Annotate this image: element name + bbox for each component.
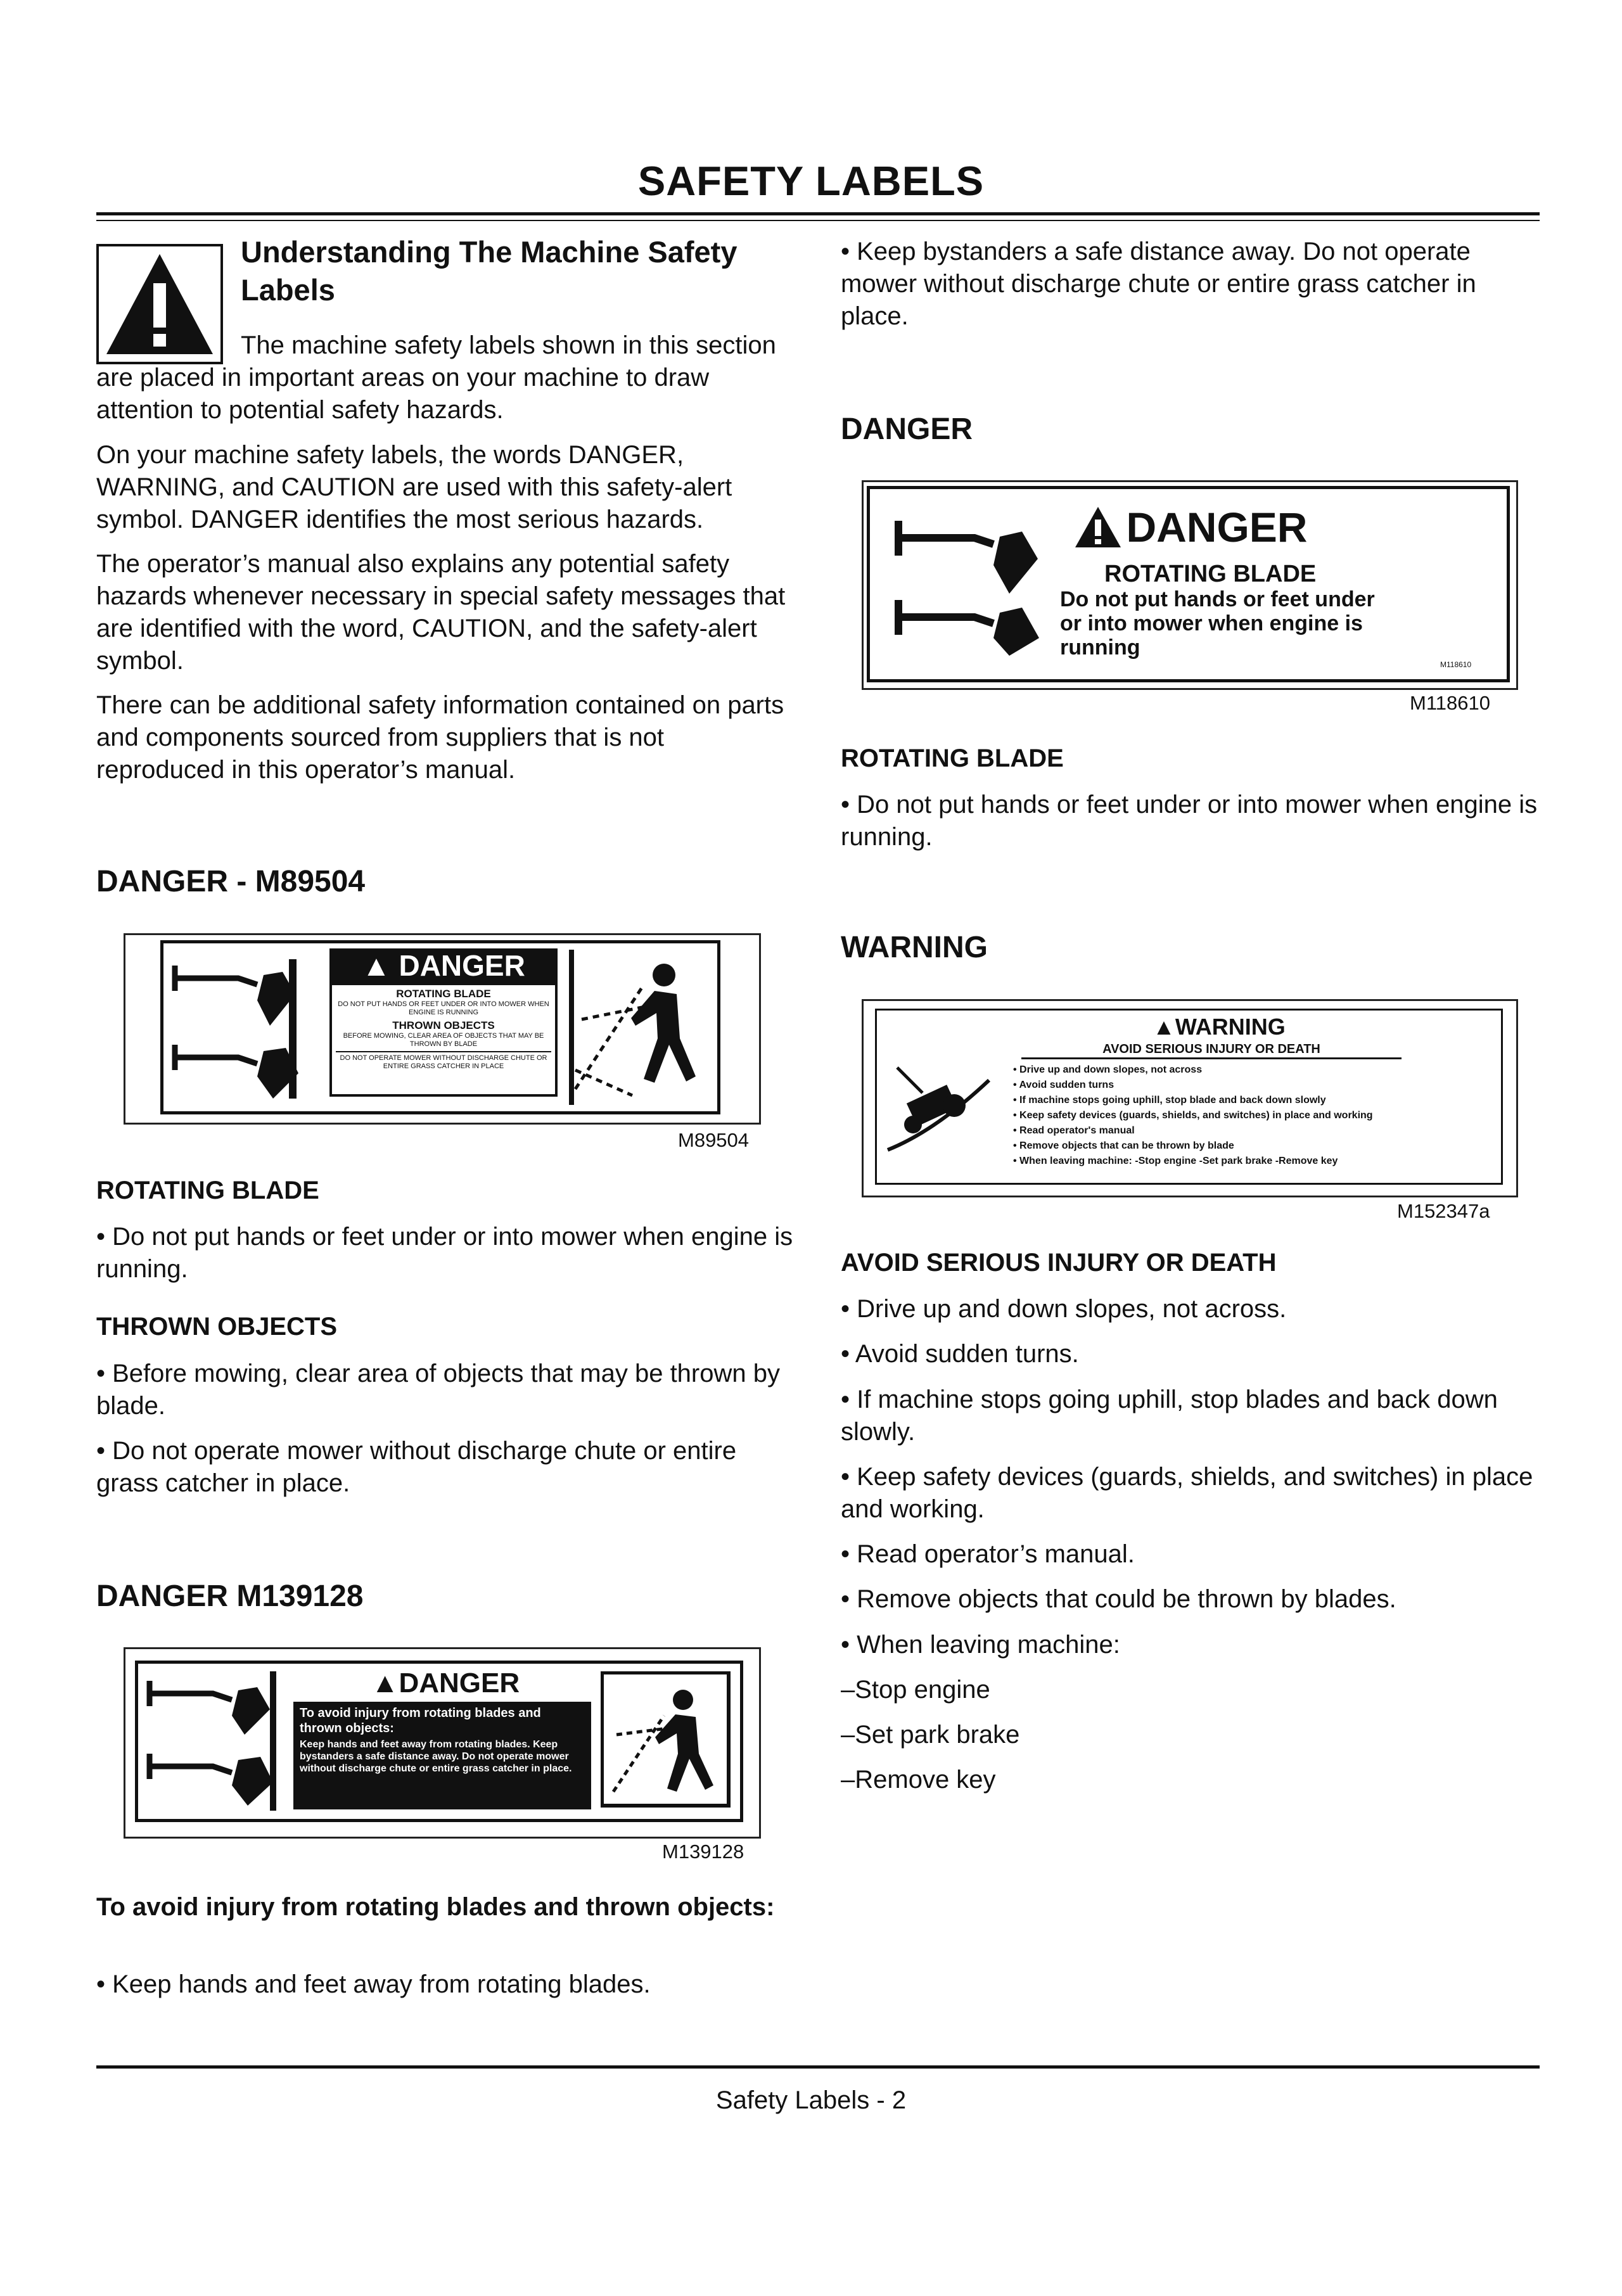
m152347a-decal-item: • If machine stops going uphill, stop blade and back down slowly xyxy=(1013,1095,1326,1106)
m139128-decal xyxy=(135,1661,743,1822)
m152347a-decal-list xyxy=(1013,1062,1495,1169)
page-title: SAFETY LABELS xyxy=(637,158,985,204)
m152347a-caption: M152347a xyxy=(1397,1200,1490,1222)
m139128-decal-title-text: DANGER xyxy=(399,1668,520,1699)
intro-paragraph-4: There can be additional safety information contained on parts and components sourced from suppliers that is not reproduced in this operator’s manual. xyxy=(96,691,784,784)
m89504-heading: DANGER - M89504 xyxy=(96,865,366,898)
m89504-label-image xyxy=(124,933,761,1125)
m139128-sub1-bullet-1: • Keep hands and feet away from rotating blades. xyxy=(96,1970,651,1998)
m118610-decal-partno: M118610 xyxy=(1440,660,1472,669)
m152347a-bullet: • Read operator’s manual. xyxy=(841,1540,1135,1568)
m118610-heading: DANGER xyxy=(841,412,973,446)
m89504-sub2: THROWN OBJECTS xyxy=(96,1313,337,1341)
m152347a-decal-item: • Remove objects that can be thrown by blade xyxy=(1013,1140,1234,1151)
m118610-decal xyxy=(867,486,1510,682)
m152347a-decal-subtitle: AVOID SERIOUS INJURY OR DEATH xyxy=(1021,1041,1402,1059)
m139128-caption: M139128 xyxy=(662,1840,744,1863)
m152347a-decal-item: • Avoid sudden turns xyxy=(1013,1080,1114,1090)
m152347a-bullet: • If machine stops going uphill, stop blades and back down slowly. xyxy=(841,1386,1498,1446)
m152347a-bullet: • Drive up and down slopes, not across. xyxy=(841,1295,1287,1323)
m139128-decal-line1: To avoid injury from rotating blades and thrown objects: xyxy=(300,1706,541,1735)
m152347a-bullet: –Remove key xyxy=(841,1766,996,1794)
m89504-decal-title: ▲ DANGER xyxy=(329,948,558,983)
m89504-decal-line3: THROWN OBJECTS xyxy=(392,1019,495,1031)
m139128-decal-textbox xyxy=(293,1702,591,1809)
right-top-bullet: • Keep bystanders a safe distance away. Do not operate mower without discharge chute or entire grass catcher in place. xyxy=(841,238,1476,330)
intro-paragraph-2: On your machine safety labels, the words DANGER, WARNING, and CAUTION are used with this safety-alert symbol. DANGER identifies the most serious hazards. xyxy=(96,441,732,533)
m139128-sub1: To avoid injury from rotating blades and thrown objects: xyxy=(96,1893,775,1921)
intro-paragraph-1: The machine safety labels shown in this section are placed in important areas on your machine to draw attention to potential safety hazards. xyxy=(96,331,776,424)
m89504-decal-line4: BEFORE MOWING, CLEAR AREA OF OBJECTS THAT MAY BE THROWN BY BLADE xyxy=(343,1032,544,1048)
m152347a-decal-title: ▲WARNING xyxy=(1153,1014,1286,1040)
m118610-caption: M118610 xyxy=(1410,692,1490,714)
m89504-decal-line2: DO NOT PUT HANDS OR FEET UNDER OR INTO MOWER WHEN ENGINE IS RUNNING xyxy=(338,1000,549,1016)
header-rule-thin xyxy=(96,220,1540,221)
m152347a-bullet: • When leaving machine: xyxy=(841,1631,1120,1659)
m118610-decal-line2: Do not put hands or feet under or into mower when engine is running xyxy=(1060,587,1375,660)
m152347a-sub1: AVOID SERIOUS INJURY OR DEATH xyxy=(841,1249,1277,1277)
header-rule xyxy=(96,212,1540,215)
m118610-decal-title-text: DANGER xyxy=(1126,504,1308,551)
m152347a-decal-item: • When leaving machine: -Stop engine -Set park brake -Remove key xyxy=(1013,1156,1338,1166)
m118610-sub1-bullet-1: • Do not put hands or feet under or into mower when engine is running. xyxy=(841,791,1538,851)
m139128-heading: DANGER M139128 xyxy=(96,1579,364,1613)
m152347a-label-image xyxy=(862,999,1518,1197)
m152347a-decal-item: • Read operator's manual xyxy=(1013,1125,1135,1136)
m118610-decal-line1: ROTATING BLADE xyxy=(1104,561,1317,587)
intro-paragraph-3: The operator’s manual also explains any potential safety hazards whenever necessary in special safety messages that are identified with the word, CAUTION, and the safety-alert symbol. xyxy=(96,550,786,675)
m118610-label-image xyxy=(862,480,1518,690)
m152347a-bullet: • Avoid sudden turns. xyxy=(841,1340,1079,1368)
m152347a-bullet: • Keep safety devices (guards, shields, and switches) in place and working. xyxy=(841,1463,1533,1523)
m139128-label-image xyxy=(124,1647,761,1839)
m89504-sub1: ROTATING BLADE xyxy=(96,1177,319,1204)
m139128-decal-title: ▲DANGER xyxy=(309,1668,582,1699)
m89504-sub2-bullet-1: • Before mowing, clear area of objects that may be thrown by blade. xyxy=(96,1360,780,1420)
m152347a-decal-item: • Keep safety devices (guards, shields, and switches) in place and working xyxy=(1013,1110,1373,1121)
m152347a-decal-title-text: WARNING xyxy=(1175,1014,1286,1040)
m152347a-bullet: • Remove objects that could be thrown by blades. xyxy=(841,1585,1396,1613)
m152347a-bullet: –Set park brake xyxy=(841,1721,1020,1749)
m118610-sub1: ROTATING BLADE xyxy=(841,744,1064,772)
m152347a-bullet: –Stop engine xyxy=(841,1676,990,1704)
m152347a-heading: WARNING xyxy=(841,931,988,964)
m139128-decal-line2: Keep hands and feet away from rotating blades. Keep bystanders a safe distance away. Do not operate mower without discharge chute or entire grass catcher in place. xyxy=(300,1739,572,1774)
m89504-decal-textbox xyxy=(329,983,558,1097)
footer-rule xyxy=(96,2065,1540,2069)
m89504-caption: M89504 xyxy=(678,1129,750,1151)
m152347a-decal-item: • Drive up and down slopes, not across xyxy=(1013,1064,1203,1075)
m89504-decal xyxy=(160,940,720,1114)
page-footer: Safety Labels - 2 xyxy=(715,2086,907,2114)
m89504-decal-title-text: DANGER xyxy=(399,949,525,982)
m152347a-decal xyxy=(875,1009,1503,1185)
intro-heading: Understanding The Machine Safety Labels xyxy=(241,235,738,307)
m89504-sub2-bullet-2: • Do not operate mower without discharge chute or entire grass catcher in place. xyxy=(96,1437,737,1497)
m89504-sub1-bullet-1: • Do not put hands or feet under or into mower when engine is running. xyxy=(96,1223,793,1283)
m118610-decal-title xyxy=(1073,503,1453,554)
m89504-decal-line1: ROTATING BLADE xyxy=(396,988,491,1000)
m89504-decal-line5: DO NOT OPERATE MOWER WITHOUT DISCHARGE CHUTE OR ENTIRE GRASS CATCHER IN PLACE xyxy=(336,1051,551,1071)
